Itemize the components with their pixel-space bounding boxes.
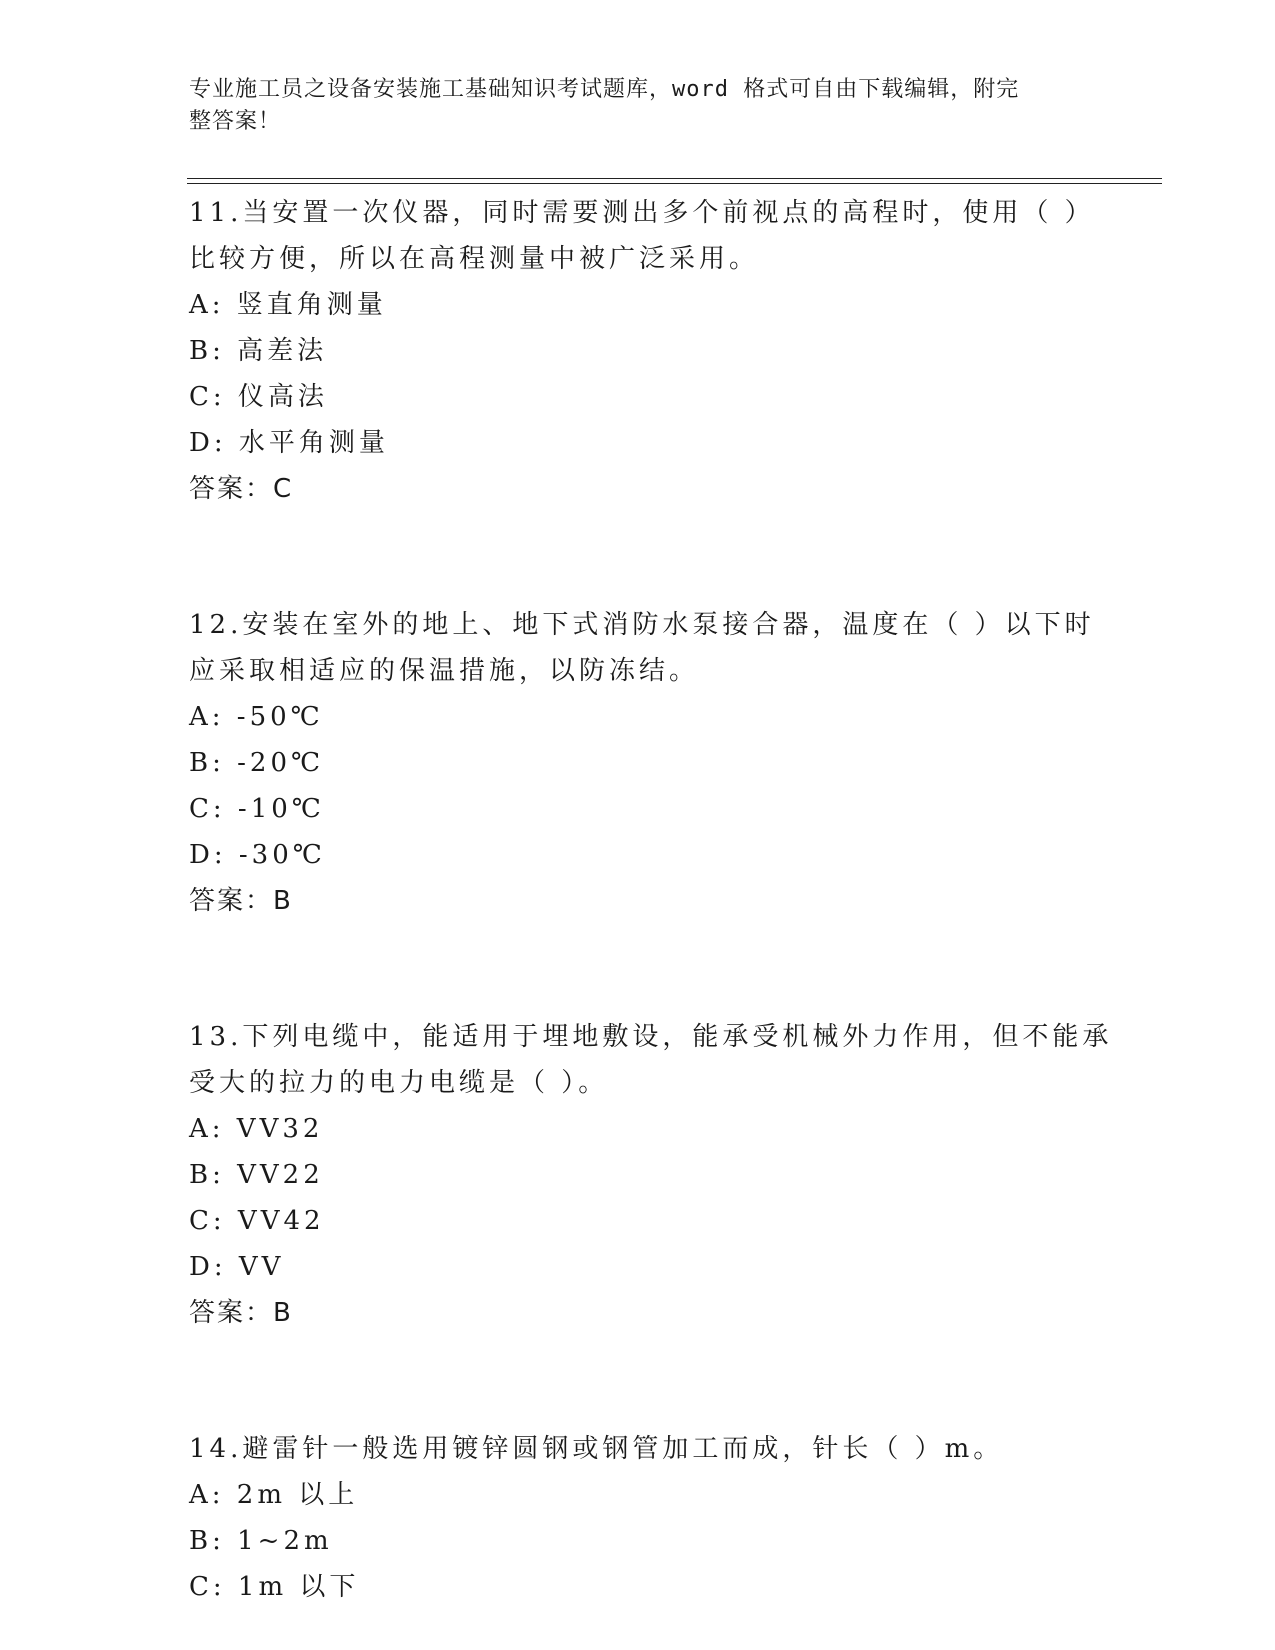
question-stem: 应采取相适应的保温措施，以防冻结。 bbox=[189, 656, 700, 686]
header-line-2: 整答案！ bbox=[189, 109, 282, 134]
document-header bbox=[189, 74, 1089, 138]
question-stem: 14.避雷针一般选用镀锌圆钢或钢管加工而成，针长（ ）m。 bbox=[189, 1434, 1004, 1464]
question-12 bbox=[189, 602, 1095, 924]
option-a: A: 2m 以上 bbox=[189, 1480, 359, 1510]
answer: 答案：C bbox=[189, 474, 294, 504]
option-c: C: 仪高法 bbox=[189, 382, 328, 412]
question-list bbox=[189, 190, 1113, 1610]
spacer bbox=[189, 512, 1089, 602]
spacer bbox=[189, 1336, 1089, 1426]
question-stem: 12.安装在室外的地上、地下式消防水泵接合器，温度在（ ）以下时 bbox=[189, 610, 1095, 640]
question-13 bbox=[189, 1014, 1113, 1336]
option-c: C: 1m 以下 bbox=[189, 1572, 360, 1602]
question-stem: 比较方便，所以在高程测量中被广泛采用。 bbox=[189, 244, 760, 274]
option-b: B: 1~2m bbox=[189, 1526, 333, 1556]
option-b: B: VV22 bbox=[189, 1160, 324, 1190]
question-stem: 11.当安置一次仪器，同时需要测出多个前视点的高程时，使用（ ） bbox=[189, 198, 1095, 228]
header-divider-bottom bbox=[187, 183, 1162, 184]
question-stem: 13.下列电缆中，能适用于埋地敷设，能承受机械外力作用，但不能承 bbox=[189, 1022, 1113, 1052]
option-d: D: -30℃ bbox=[189, 840, 326, 870]
spacer bbox=[189, 924, 1089, 1014]
answer: 答案：B bbox=[189, 1298, 293, 1328]
header-line-1: 专业施工员之设备安装施工基础知识考试题库，word 格式可自由下载编辑，附完 bbox=[189, 77, 1020, 102]
option-c: C: VV42 bbox=[189, 1206, 325, 1236]
answer: 答案：B bbox=[189, 886, 293, 916]
option-d: D: VV bbox=[189, 1252, 285, 1282]
option-b: B: 高差法 bbox=[189, 336, 328, 366]
option-d: D: 水平角测量 bbox=[189, 428, 389, 458]
option-a: A: 竖直角测量 bbox=[189, 290, 387, 320]
question-11 bbox=[189, 190, 1095, 512]
option-a: A: -50℃ bbox=[189, 702, 324, 732]
option-a: A: VV32 bbox=[189, 1114, 324, 1144]
option-b: B: -20℃ bbox=[189, 748, 325, 778]
question-stem: 受大的拉力的电力电缆是（ ）。 bbox=[189, 1068, 609, 1098]
header-divider-top bbox=[187, 178, 1162, 179]
question-14 bbox=[189, 1426, 1089, 1610]
option-c: C: -10℃ bbox=[189, 794, 325, 824]
